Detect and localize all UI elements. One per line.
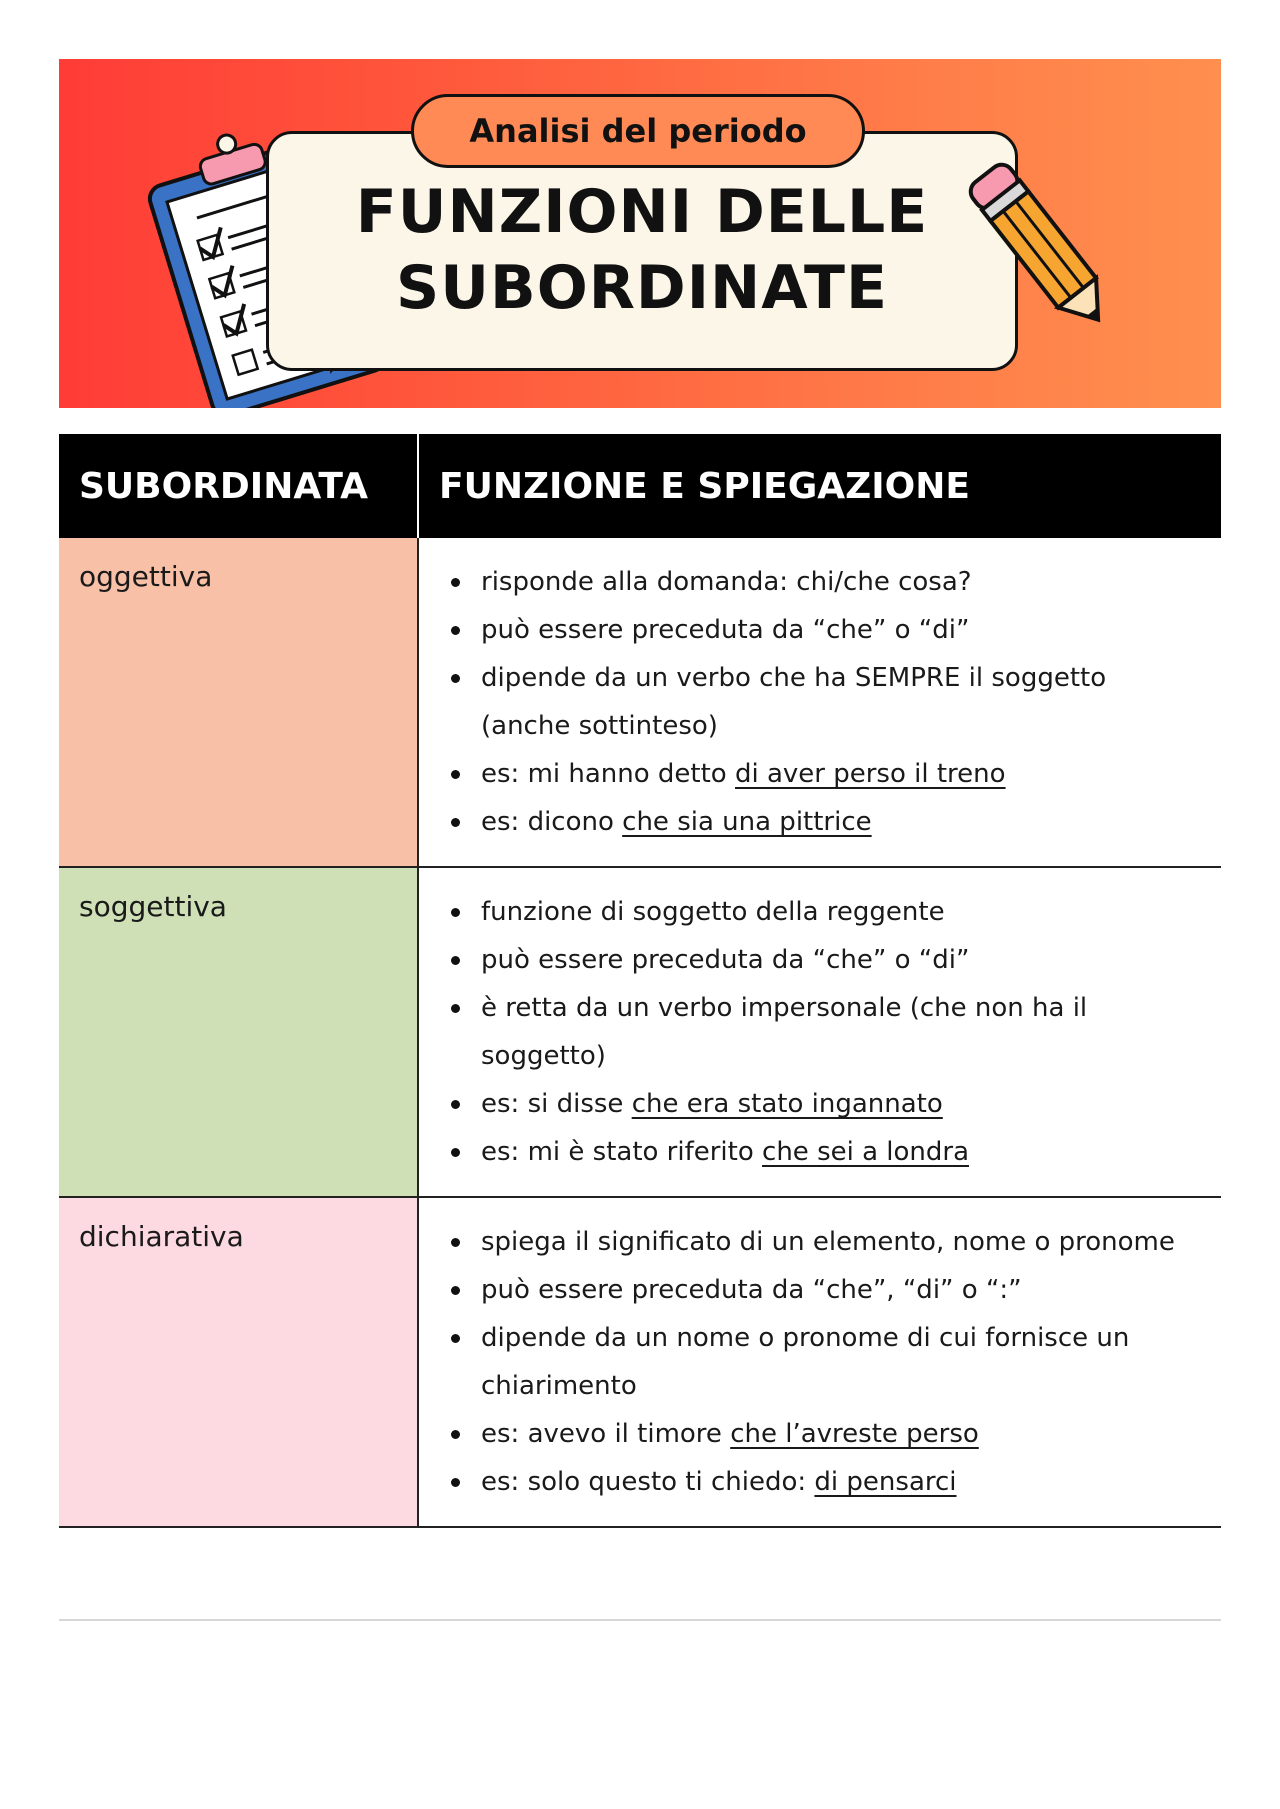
header-banner bbox=[59, 59, 1221, 408]
subordinata-name: dichiarativa bbox=[59, 1198, 419, 1526]
list-item-text: es: mi è stato riferito bbox=[481, 1137, 763, 1167]
list-item-text: funzione di soggetto della reggente bbox=[481, 897, 945, 927]
example-phrase: di aver perso il treno bbox=[734, 759, 1006, 789]
table-body bbox=[59, 538, 1221, 1528]
list-item-text: es: si disse bbox=[481, 1089, 632, 1119]
list-item bbox=[449, 1266, 1203, 1314]
list-item bbox=[449, 1080, 1203, 1128]
title-line-1: FUNZIONI DELLE bbox=[355, 177, 929, 247]
list-item-text: es: dicono bbox=[481, 807, 623, 837]
pencil-icon bbox=[949, 144, 1129, 344]
title-line-2: SUBORDINATE bbox=[396, 253, 888, 323]
header-funzione: FUNZIONE E SPIEGAZIONE bbox=[439, 465, 970, 507]
bullet-list bbox=[449, 1218, 1203, 1506]
subordinata-name: soggettiva bbox=[59, 868, 419, 1196]
list-item bbox=[449, 1314, 1203, 1410]
example-phrase: che sia una pittrice bbox=[622, 807, 872, 837]
list-item bbox=[449, 1218, 1203, 1266]
example-phrase: che era stato ingannato bbox=[631, 1089, 943, 1119]
bullet-list bbox=[449, 888, 1203, 1176]
list-item bbox=[449, 558, 1203, 606]
example-phrase: che l’avreste perso bbox=[730, 1419, 979, 1449]
table-header bbox=[59, 434, 1221, 538]
bullet-list bbox=[449, 558, 1203, 846]
list-item-text: es: solo questo ti chiedo: bbox=[481, 1467, 815, 1497]
list-item-text: può essere preceduta da “che”, “di” o “:” bbox=[481, 1275, 1022, 1305]
table-row bbox=[59, 868, 1221, 1198]
list-item bbox=[449, 936, 1203, 984]
list-item bbox=[449, 606, 1203, 654]
subtitle-pill-label: Analisi del periodo bbox=[469, 112, 807, 150]
funzione-cell bbox=[419, 868, 1221, 1196]
table-row bbox=[59, 1198, 1221, 1528]
subordinata-name: oggettiva bbox=[59, 538, 419, 866]
list-item bbox=[449, 1128, 1203, 1176]
list-item-text: può essere preceduta da “che” o “di” bbox=[481, 945, 970, 975]
list-item bbox=[449, 888, 1203, 936]
list-item bbox=[449, 1410, 1203, 1458]
header-subordinata: SUBORDINATA bbox=[59, 434, 419, 538]
subtitle-pill bbox=[411, 94, 865, 168]
list-item bbox=[449, 984, 1203, 1080]
list-item-text: spiega il significato di un elemento, nome o pronome bbox=[481, 1227, 1175, 1257]
funzione-cell bbox=[419, 1198, 1221, 1526]
list-item-text: es: avevo il timore bbox=[481, 1419, 731, 1449]
list-item-text: è retta da un verbo impersonale (che non ha il soggetto) bbox=[481, 993, 1088, 1071]
list-item bbox=[449, 1458, 1203, 1506]
example-phrase: che sei a londra bbox=[762, 1137, 970, 1167]
list-item-text: può essere preceduta da “che” o “di” bbox=[481, 615, 970, 645]
subordinate-table bbox=[59, 434, 1221, 1528]
example-phrase: di pensarci bbox=[814, 1467, 957, 1497]
list-item bbox=[449, 654, 1203, 750]
list-item-text: es: mi hanno detto bbox=[481, 759, 735, 789]
list-item bbox=[449, 750, 1203, 798]
list-item-text: dipende da un nome o pronome di cui fornisce un chiarimento bbox=[481, 1323, 1130, 1401]
table-row bbox=[59, 538, 1221, 868]
funzione-cell bbox=[419, 538, 1221, 866]
list-item-text: dipende da un verbo che ha SEMPRE il soggetto (anche sottinteso) bbox=[481, 663, 1107, 741]
page-title bbox=[269, 174, 1015, 326]
footer-divider bbox=[59, 1619, 1221, 1621]
list-item-text: risponde alla domanda: chi/che cosa? bbox=[481, 567, 972, 597]
list-item bbox=[449, 798, 1203, 846]
